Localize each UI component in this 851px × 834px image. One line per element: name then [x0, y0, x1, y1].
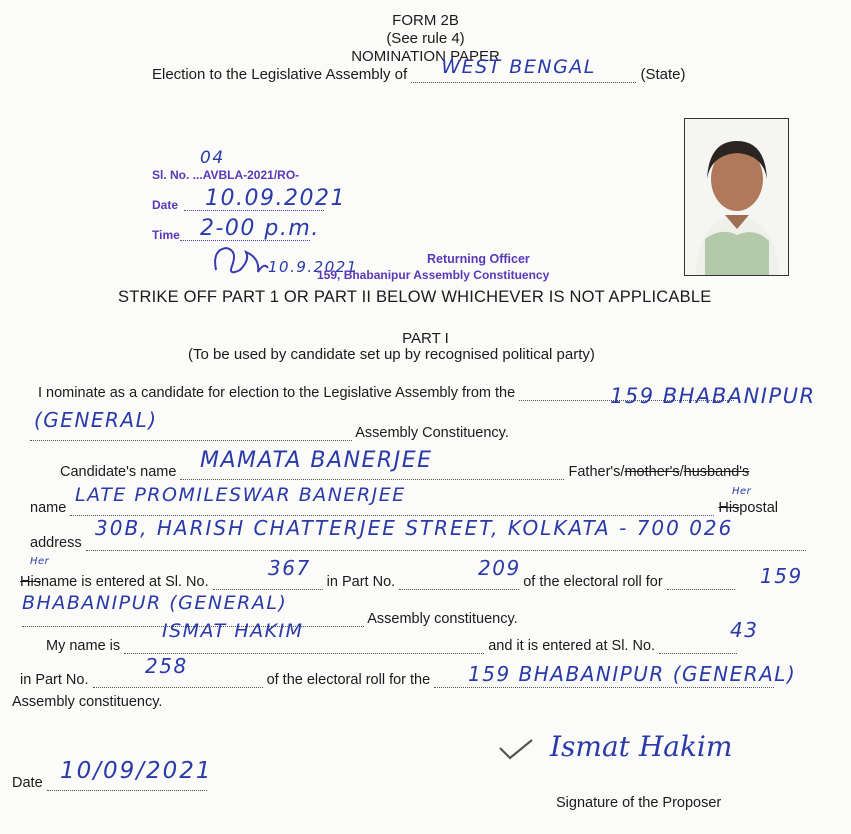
- constituency-value-2: (GENERAL): [34, 408, 158, 432]
- check-mark-icon: [498, 738, 534, 765]
- part-title: PART I: [402, 330, 449, 347]
- roll-value-1: 159: [760, 564, 803, 588]
- father-name-value: LATE PROMILESWAR BANERJEE: [75, 484, 406, 506]
- in-part-no-label-2: in Part No.: [20, 672, 89, 688]
- constituency-value-1: 159 BHABANIPUR: [610, 384, 816, 408]
- form-paper-title: NOMINATION PAPER: [351, 48, 500, 65]
- candidate-name-value: MAMATA BANERJEE: [200, 448, 433, 473]
- state-value: WEST BENGAL: [441, 56, 596, 78]
- husbands-label: husband's: [683, 464, 750, 480]
- proposer-part-value: 258: [145, 654, 188, 678]
- state-field: [411, 56, 636, 83]
- stamp-time-value: 2-00 p.m.: [200, 216, 320, 241]
- relation-separator: /: [679, 464, 684, 480]
- my-name-label: My name is: [46, 638, 121, 654]
- electoral-roll-for-the: of the electoral roll for the: [266, 672, 431, 688]
- roll-value-2: BHABANIPUR (GENERAL): [22, 592, 288, 614]
- candidate-photo: [684, 118, 789, 276]
- proposer-constituency-value: 159 BHABANIPUR (GENERAL): [468, 662, 797, 686]
- in-part-no-label: in Part No.: [326, 574, 396, 590]
- proposer-signature: Ismat Hakim: [550, 730, 733, 763]
- officer-constituency: 159, Bhabanipur Assembly Constituency: [317, 268, 550, 282]
- his-label: His: [718, 500, 740, 516]
- date-label: Date: [12, 775, 43, 791]
- officer-title: Returning Officer: [427, 252, 530, 266]
- state-suffix: (State): [640, 66, 686, 83]
- candidate-photo-image: [685, 119, 788, 275]
- her-handwritten-2: Her: [30, 556, 50, 567]
- fathers-label: Father's/: [568, 464, 625, 480]
- electoral-roll-for: of the electoral roll for: [523, 574, 663, 590]
- address-value: 30B, HARISH CHATTERJEE STREET, KOLKATA - 700 026: [95, 516, 734, 540]
- assembly-constituency: Assembly Constituency.: [355, 425, 509, 441]
- mothers-label: mother's: [624, 464, 680, 480]
- officer-signature-scribble: [210, 240, 270, 282]
- proposer-sl-value: 43: [730, 618, 759, 642]
- proposer-name-value: ISMAT HAKIM: [162, 620, 304, 642]
- roll-field: [667, 575, 735, 590]
- name-label: name: [30, 500, 67, 516]
- sl-no-value: 367: [268, 556, 311, 580]
- signature-label: Signature of the Proposer: [556, 795, 722, 811]
- stamp-sl-label: Sl. No.: [152, 168, 190, 182]
- date-value: 10/09/2021: [60, 758, 213, 784]
- entered-line: [20, 574, 735, 590]
- assembly-constituency-end: Assembly constituency.: [12, 694, 163, 710]
- her-handwritten-1: Her: [732, 486, 752, 497]
- proposer-line: [46, 638, 737, 654]
- part-subtitle: (To be used by candidate set up by recognised political party): [188, 346, 595, 363]
- check-mark-icon-svg: [498, 738, 534, 760]
- stamp-sl-handwritten: 04: [200, 148, 225, 168]
- form-rule: (See rule 4): [386, 30, 465, 47]
- stamp-date-label: Date: [152, 198, 179, 212]
- part-no-value: 209: [478, 556, 521, 580]
- officer-signature: [210, 240, 270, 287]
- strike-off-instruction: STRIKE OFF PART 1 OR PART II BELOW WHICHEVER IS NOT APPLICABLE: [118, 288, 712, 306]
- officer-sign-date: 10.9.2021: [268, 258, 358, 276]
- name-entered-text: name is entered at Sl. No.: [40, 574, 209, 590]
- address-label: address: [30, 535, 82, 551]
- election-prefix: Election to the Legislative Assembly of: [152, 66, 408, 83]
- entered-at-sl: and it is entered at Sl. No.: [488, 638, 656, 654]
- stamp-sl-printed: ...AVBLA-2021/RO-: [192, 168, 300, 182]
- nominate-text: I nominate as a candidate for election to the Legislative Assembly from the: [38, 385, 516, 401]
- proposer-sl-field: [659, 639, 737, 654]
- form-number: FORM 2B: [392, 12, 459, 29]
- stamp-time-label: Time: [152, 228, 180, 242]
- postal-label: postal: [739, 500, 778, 516]
- stamp-sl-line: [152, 168, 299, 182]
- his-label-2: His: [20, 574, 41, 590]
- stamp-date-value: 10.09.2021: [205, 186, 346, 211]
- candidate-label: Candidate's name: [60, 464, 177, 480]
- assembly-constituency-lower: Assembly constituency.: [367, 611, 518, 627]
